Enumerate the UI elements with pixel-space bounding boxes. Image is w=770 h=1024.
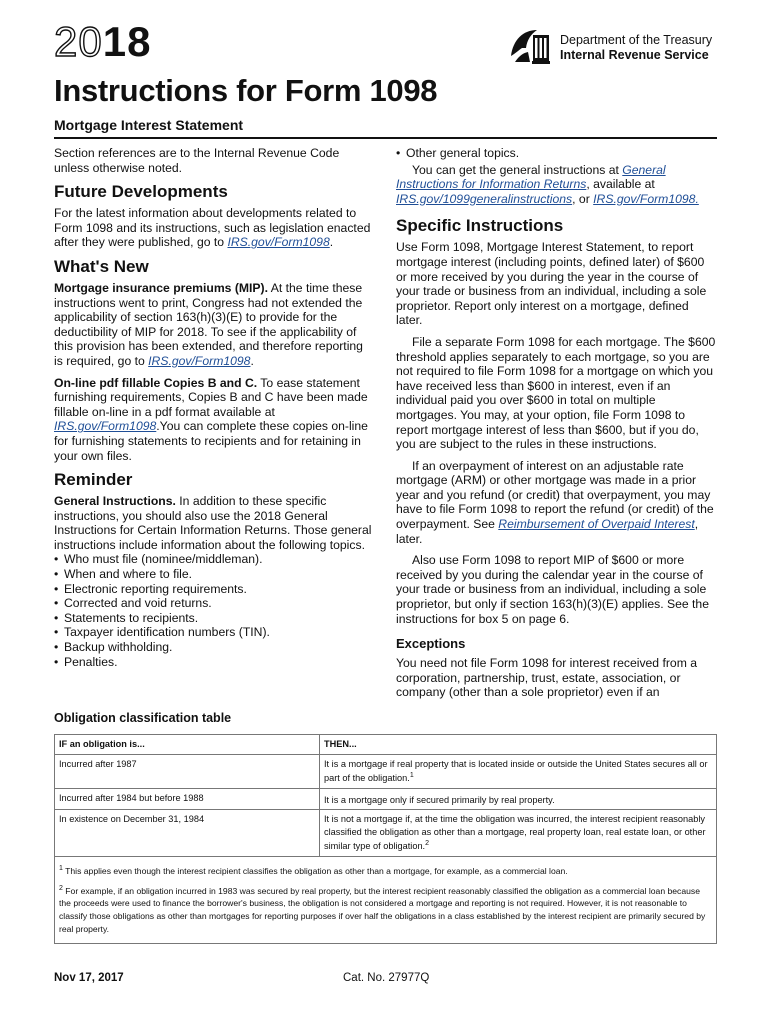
list-item: • Other general topics.	[396, 146, 520, 160]
specific-instructions-heading: Specific Instructions	[396, 216, 564, 236]
table-row	[55, 810, 717, 857]
bullet-icon: •	[54, 610, 59, 625]
irs-eagle-logo-icon	[507, 26, 553, 68]
obligation-table-title: Obligation classification table	[54, 711, 232, 725]
bullet-icon: •	[54, 567, 59, 582]
bullet-icon: •	[54, 640, 59, 655]
exceptions-text: You need not file Form 1098 for interest received from a corporation, partnership, trust, estate, association, or company (other than a sole proprietor) even if an	[396, 656, 698, 700]
mip-lead: Mortgage insurance premiums (MIP).	[54, 280, 268, 295]
bullet-icon: •	[54, 552, 59, 567]
whats-new-heading: What's New	[54, 256, 149, 276]
list-item: • Who must file (nominee/middleman).	[54, 552, 263, 567]
bullet-icon: •	[396, 146, 401, 160]
bullet-icon: •	[54, 625, 59, 640]
row-then: It is not a mortgage if, at the time the obligation was incurred, the interest recipient reasonably classified the obligation as other than a mortgage, real property loan, real estate loan, or other similar type of obligation.$^2$	[320, 810, 717, 857]
bullet-icon: •	[54, 581, 59, 596]
mip-link[interactable]: IRS.gov/Form1098	[148, 353, 251, 368]
general-instructions-links: You can get the general instructions at General Instructions for Information Returns, available at IRS.gov/1099generalinstructions, or IRS.gov/Form1098.	[396, 162, 699, 206]
exceptions-heading: Exceptions	[396, 636, 466, 652]
mip-paragraph: Mortgage insurance premiums (MIP). At the time these instructions went to print, Congress had not extended the applicability of section 163(h)(3)(E) to provide for the deductibility of MIP for 2018. To see if the applicability of this provision has been extended, and therefore reporting is required, go to IRS.gov/Form1098.	[54, 280, 363, 368]
revision-date: Nov 17, 2017	[54, 972, 124, 984]
specific-paragraph-1: Use Form 1098, Mortgage Interest Statement, to report mortgage interest (including points, defined later) of $600 or more received by you during the year in the course of your trade or business from an individual, including a sole proprietor. Report only interest on a mortgage, defined later.	[396, 240, 707, 328]
pdf-fillable-paragraph: On-line pdf fillable Copies B and C. To ease statement furnishing requirements, Copies B and C have been made fillable on-line in a pdf format available at IRS.gov/Form1098.You can complete these copies on-line for furnishing statements to recipients and for retaining in your own files.	[54, 375, 368, 463]
list-item: • Taxpayer identification numbers (TIN).	[54, 625, 270, 640]
year-bold: 18	[102, 18, 152, 65]
footnote-1: $^1$ This applies even though the interest recipient classifies the obligation as other than a mortgage, for example, as a commercial loan.	[59, 864, 568, 876]
pdf-fillable-link[interactable]: IRS.gov/Form1098	[54, 419, 157, 434]
agency-name	[560, 33, 712, 63]
year-outline: 20	[54, 18, 103, 65]
left-column	[54, 146, 374, 675]
bullet-icon: •	[54, 596, 59, 611]
reminder-heading: Reminder	[54, 470, 133, 490]
list-item: • When and where to file.	[54, 567, 193, 582]
row-if: Incurred after 1984 but before 1988	[55, 788, 320, 810]
right-column	[396, 146, 718, 707]
row-if: In existence on December 31, 1984	[55, 810, 320, 857]
intro-text: Section references are to the Internal Revenue Code unless otherwise noted.	[54, 146, 340, 175]
future-developments-link[interactable]: IRS.gov/Form1098	[227, 235, 330, 250]
irs-form1098-link[interactable]: IRS.gov/Form1098.	[593, 191, 699, 206]
title-divider	[54, 137, 717, 139]
topics-list	[54, 552, 374, 669]
header-then: THEN...	[320, 735, 717, 755]
other-topics-list	[396, 146, 718, 161]
bullet-icon: •	[54, 654, 59, 669]
table-footnotes-row	[55, 856, 717, 944]
irs-1099-general-link[interactable]: IRS.gov/1099generalinstructions	[396, 191, 573, 206]
obligation-classification-table	[54, 734, 717, 944]
reimbursement-link[interactable]: Reimbursement of Overpaid Interest	[498, 517, 695, 532]
general-instructions-link[interactable]: General Instructions for Information Returns	[396, 162, 666, 192]
page-subtitle: Mortgage Interest Statement	[54, 117, 244, 133]
specific-paragraph-4: Also use Form 1098 to report MIP of $600 or more received by you during the calendar year in the course of your trade or business from an individual, including a sole proprietor, but only if section 163(h)(3)(E) applies. See the instructions for box 5 on page 6.	[396, 553, 709, 626]
page-title: Instructions for Form 1098	[54, 73, 438, 108]
agency-line-1: Department of the Treasury	[560, 33, 713, 47]
row-then: It is a mortgage only if secured primarily by real property.	[320, 788, 717, 810]
table-header-row	[55, 735, 717, 755]
header-if: IF an obligation is...	[55, 735, 320, 755]
table-row	[55, 754, 717, 788]
catalog-number: Cat. No. 27977Q	[343, 972, 430, 984]
list-item: • Penalties.	[54, 654, 118, 669]
general-instructions-paragraph: General Instructions. In addition to these specific instructions, you should also use the 2018 General Instructions for Certain Information Returns. Those general instructions include information about the following topics.	[54, 494, 372, 552]
list-item: • Corrected and void returns.	[54, 596, 212, 611]
row-if: Incurred after 1987	[55, 754, 320, 788]
future-developments-heading: Future Developments	[54, 182, 228, 202]
list-item: • Backup withholding.	[54, 640, 173, 655]
footnote-ref: 1	[409, 772, 414, 779]
agency-line-2: Internal Revenue Service	[560, 48, 709, 62]
specific-paragraph-2: File a separate Form 1098 for each mortgage. The $600 threshold applies separately to each mortgage, so you are not required to file Form 1098 for a mortgage on which you have received less than $600 in interest, even if an individual paid you over $600 in total on multiple mortgages. You may, at your option, file Form 1098 to report mortgage interest of less than $600, but if you do, you are subject to the rules in these instructions.	[396, 334, 716, 452]
row-then: It is a mortgage if real property that is located inside or outside the United States secures all or part of the obligation.$^1$	[320, 754, 717, 788]
list-item: • Statements to recipients.	[54, 610, 199, 625]
table-row	[55, 788, 717, 810]
specific-paragraph-3: If an overpayment of interest on an adjustable rate mortgage (ARM) or other mortgage was made in a prior year and you refund (or credit) that overpayment, you may have to file Form 1098 to report the refund (or credit) of the overpayment. See Reimbursement of Overpaid Interest, later.	[396, 458, 714, 546]
list-item: • Electronic reporting requirements.	[54, 581, 247, 596]
footnote-2: $^2$ For example, if an obligation incurred in 1983 was secured by real property, but the interest recipient reasonably classified the obligation as a commercial loan because the proceeds were used to finance the borrower's business, the obligation is not considered a mortgage and reporting is not required. However, it is not reasonable to classify those obligations as other than mortgages for reporting purposes if over half the obligations in a class established by the interest recipient are primarily secured by real property.	[59, 884, 706, 935]
form-year	[54, 18, 151, 66]
pdf-fillable-lead: On-line pdf fillable Copies B and C.	[54, 375, 258, 390]
footnote-ref: 2	[425, 840, 430, 848]
general-instructions-lead: General Instructions.	[54, 494, 176, 509]
future-developments-text: For the latest information about developments related to Form 1098 and its instructions, such as legislation enacted after they were published, go to IRS.gov/Form1098.	[54, 206, 371, 250]
table-footnotes	[55, 856, 717, 944]
